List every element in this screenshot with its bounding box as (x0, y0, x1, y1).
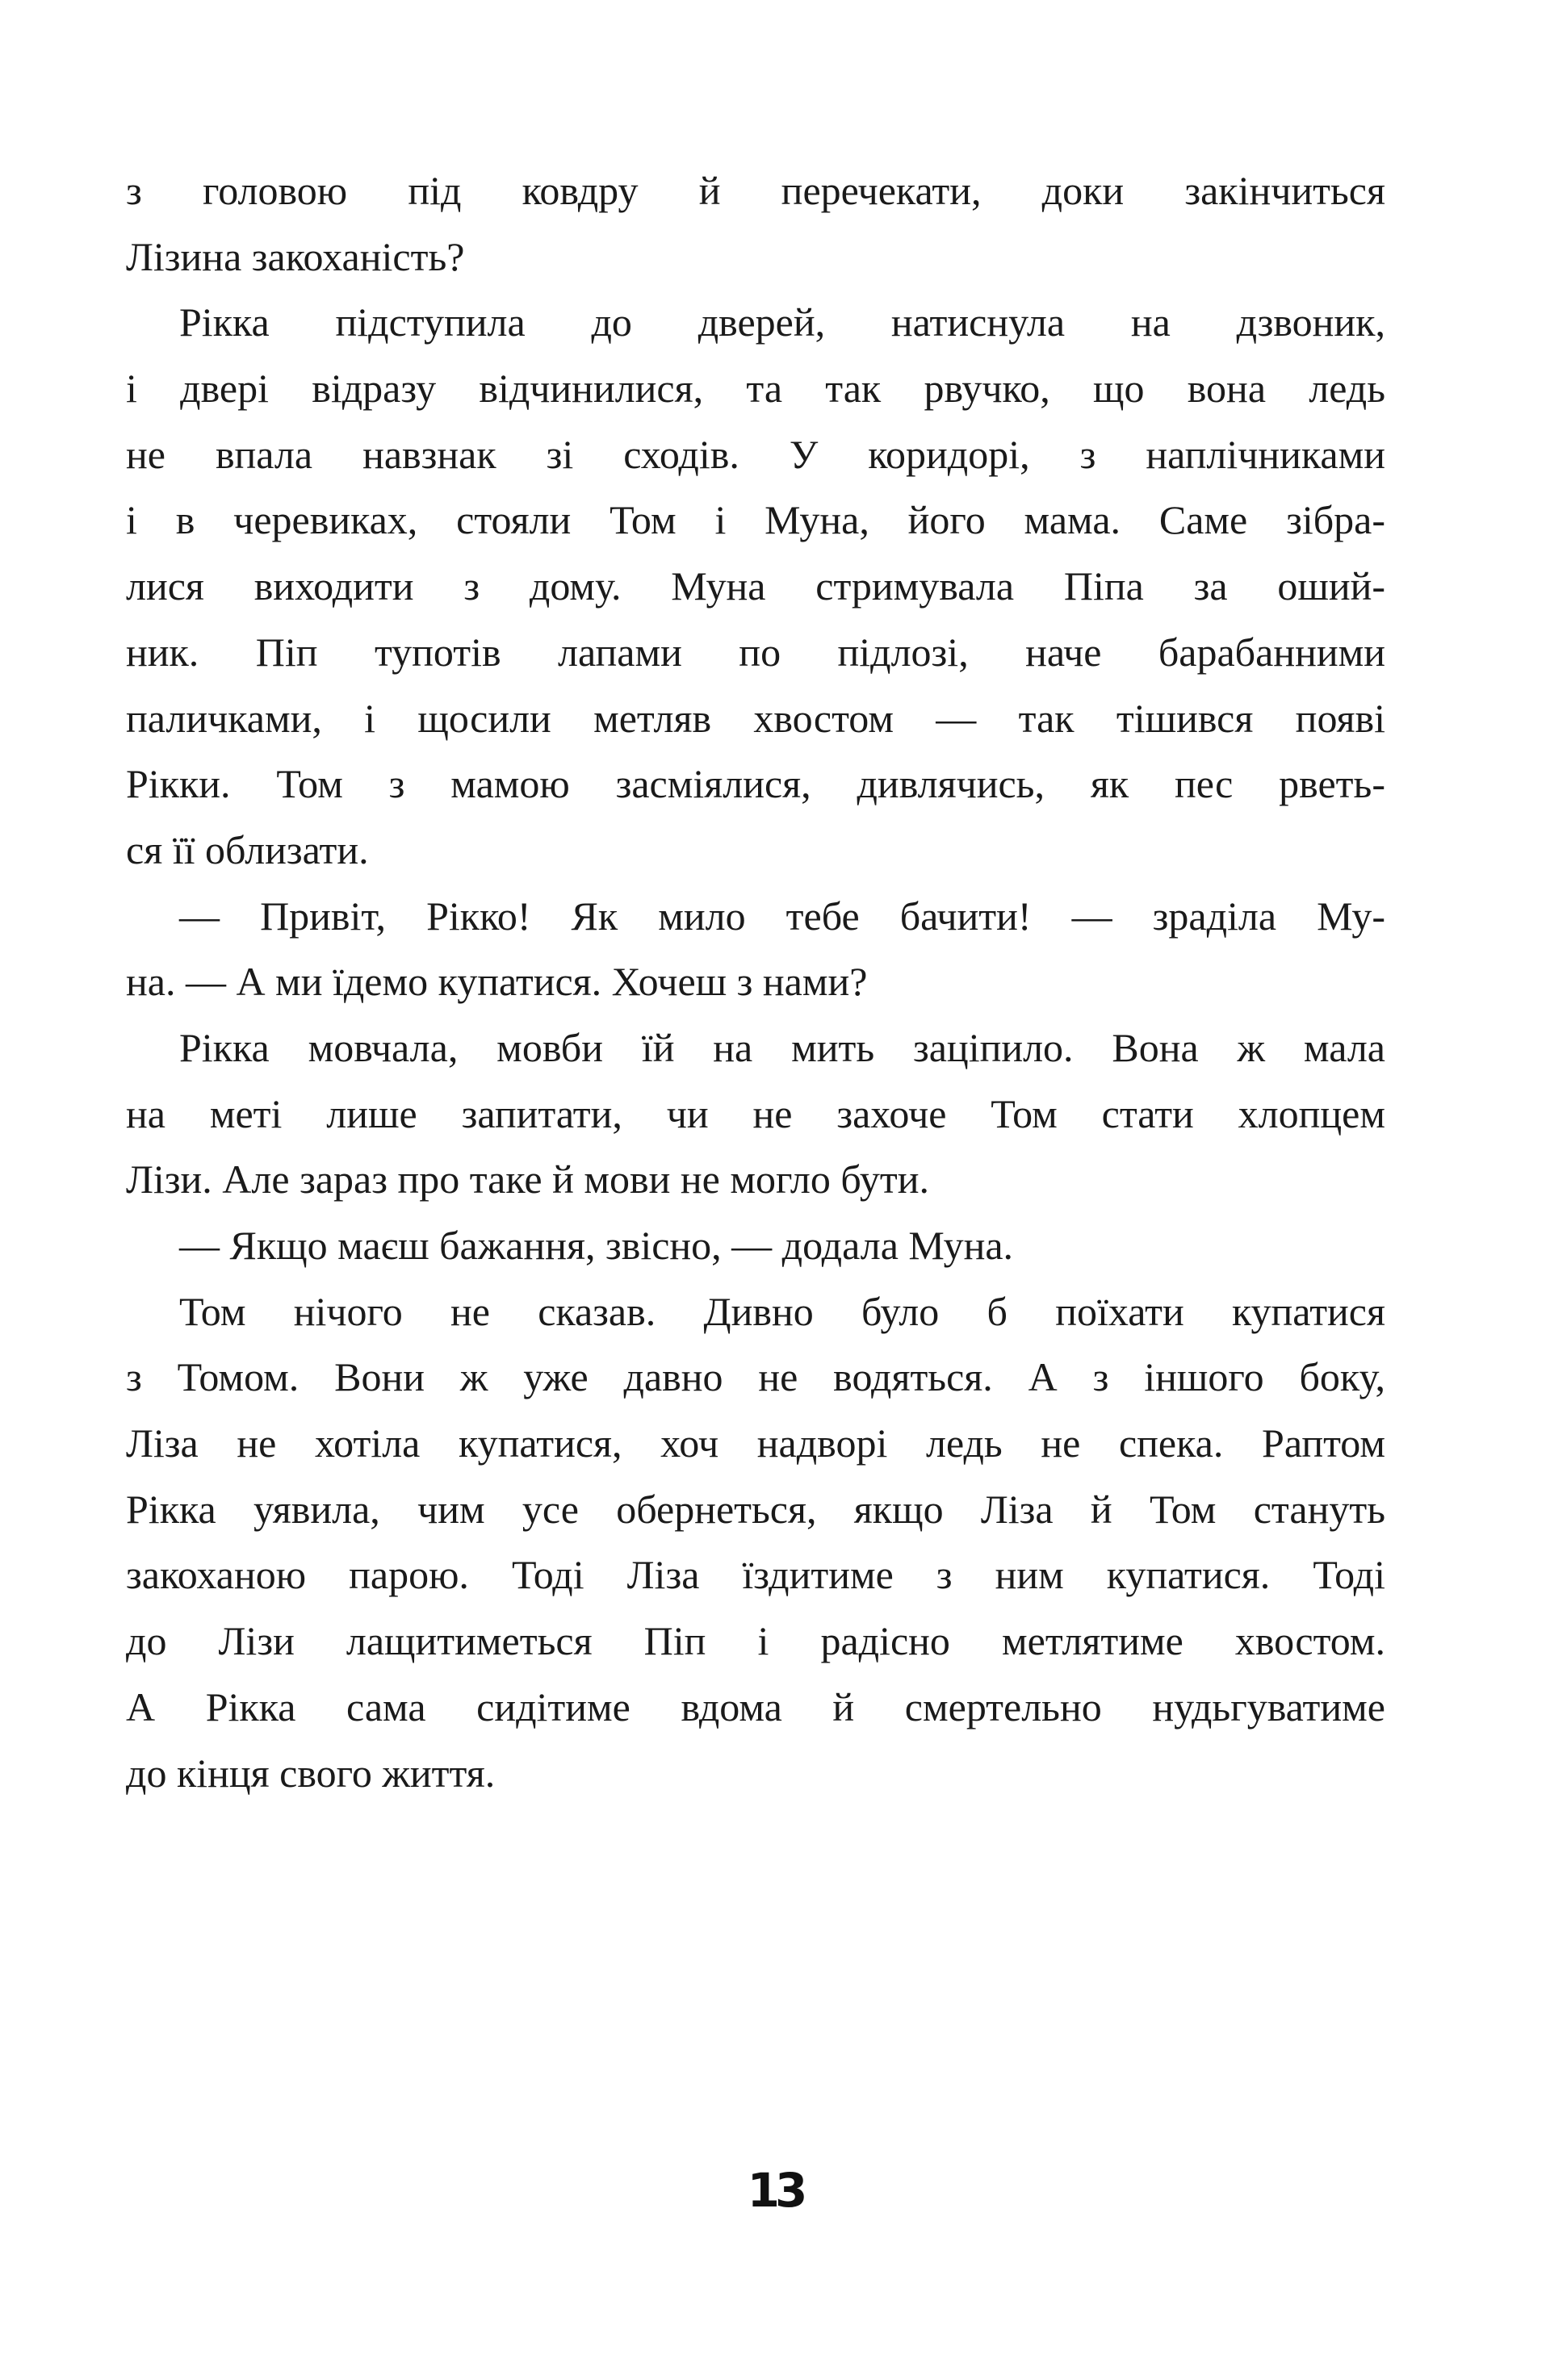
text-line: А Рікка сама сидітиме вдома й смертельно нудьгуватиме (126, 1684, 1385, 1730)
text-line: ся її облизати. (126, 826, 369, 872)
text-line: ник. Піп тупотів лапами по підлозі, наче барабанними (126, 629, 1385, 675)
text-line: і в черевиках, стояли Том і Муна, його мама. Саме зібра- (126, 497, 1385, 543)
text-line: до кінця свого життя. (126, 1750, 496, 1796)
text-line: з Томом. Вони ж уже давно не водяться. А з іншого боку, (126, 1354, 1385, 1400)
text-line: паличками, і щосили метляв хвостом — так тішився появі (126, 695, 1385, 741)
text-line: Лізина закоханість? (126, 233, 465, 279)
text-line: закоханою парою. Тоді Ліза їздитиме з ним купатися. Тоді (126, 1552, 1385, 1598)
page-number: 13 (747, 2163, 803, 2218)
text-line: — Якщо маєш бажання, звісно, — додала Муна. (179, 1223, 1014, 1268)
text-line: до Лізи лащитиметься Піп і радісно метлятиме хвостом. (126, 1618, 1385, 1664)
text-line: і двері відразу відчинилися, та так рвучко, що вона ледь (126, 366, 1385, 412)
text-line: Рікка підступила до дверей, натиснула на дзвоник, (179, 299, 1385, 345)
text-line: — Привіт, Рікко! Як мило тебе бачити! — зраділа Му- (179, 893, 1385, 939)
text-line: з головою під ковдру й перечекати, доки закінчиться (126, 168, 1385, 213)
body-text (126, 158, 1385, 1806)
text-line: Том нічого не сказав. Дивно було б поїхати купатися (179, 1288, 1385, 1334)
text-line: Лізи. Але зараз про таке й мови не могло бути. (126, 1157, 930, 1203)
text-line: на. — А ми їдемо купатися. Хочеш з нами? (126, 959, 868, 1005)
text-line: не впала навзнак зі сходів. У коридорі, з наплічниками (126, 431, 1385, 477)
text-line: Рікка уявила, чим усе обернеться, якщо Ліза й Том стануть (126, 1486, 1385, 1532)
text-line: Рікка мовчала, мовби їй на мить заціпило. Вона ж мала (179, 1024, 1385, 1070)
text-line: Ліза не хотіла купатися, хоч надворі ледь не спека. Раптом (126, 1420, 1385, 1466)
text-line: на меті лише запитати, чи не захоче Том стати хлопцем (126, 1090, 1385, 1136)
text-line: лися виходити з дому. Муна стримувала Піпа за оший- (126, 563, 1385, 609)
text-line: Рікки. Том з мамою засміялися, дивлячись, як пес рветь- (126, 761, 1385, 807)
